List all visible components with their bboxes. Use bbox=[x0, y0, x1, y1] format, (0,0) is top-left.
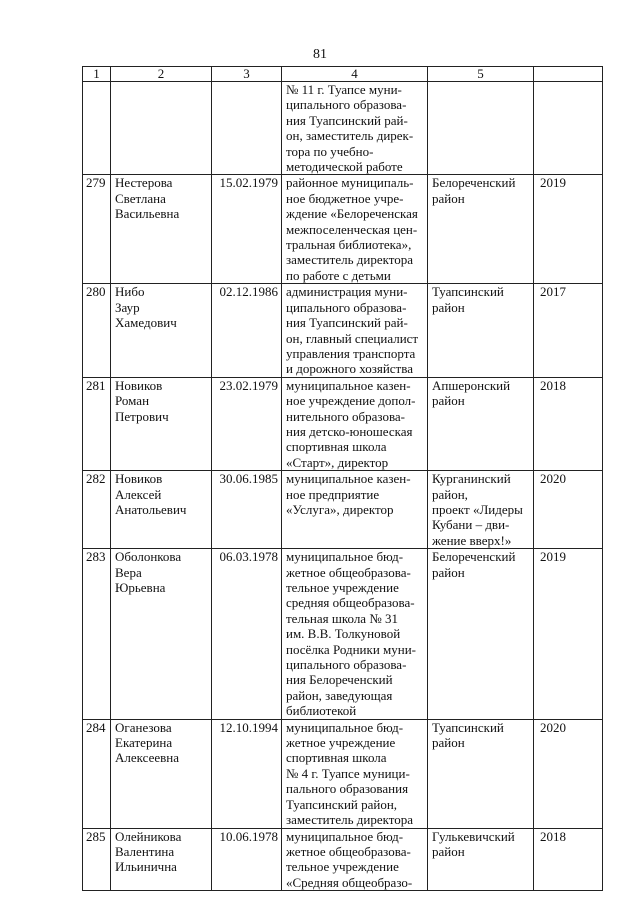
birth-date bbox=[212, 82, 282, 175]
region bbox=[428, 82, 534, 175]
position: районное муниципаль- ное бюджетное учре- ждение «Белореченская межпоселенческая цен- тральная библиотека», заместитель директора по работе с детьми bbox=[282, 175, 428, 284]
position: муниципальное казен- ное предприятие «Услуга», директор bbox=[282, 471, 428, 549]
row-number: 281 bbox=[83, 377, 111, 470]
table-row bbox=[83, 175, 603, 284]
person-name: Олейникова Валентина Ильинична bbox=[111, 828, 212, 891]
row-number: 280 bbox=[83, 284, 111, 377]
region: Курганинский район, проект «Лидеры Кубани – дви- жение вверх!» bbox=[428, 471, 534, 549]
person-name: Оболонкова Вера Юрьевна bbox=[111, 549, 212, 719]
position: муниципальное бюд- жетное общеобразова- тельное учреждение «Средняя общеобразо- bbox=[282, 828, 428, 891]
birth-date: 30.06.1985 bbox=[212, 471, 282, 549]
person-name: Нибо Заур Хамедович bbox=[111, 284, 212, 377]
region: Туапсинский район bbox=[428, 284, 534, 377]
column-header: 4 bbox=[282, 67, 428, 82]
year: 2018 bbox=[534, 377, 603, 470]
header-row bbox=[83, 67, 603, 82]
table-row bbox=[83, 284, 603, 377]
region: Апшеронский район bbox=[428, 377, 534, 470]
year: 2017 bbox=[534, 284, 603, 377]
birth-date: 15.02.1979 bbox=[212, 175, 282, 284]
person-name bbox=[111, 82, 212, 175]
year: 2020 bbox=[534, 471, 603, 549]
row-number bbox=[83, 82, 111, 175]
position: муниципальное бюд- жетное общеобразова- тельное учреждение средняя общеобразова- тельная школа № 31 им. В.В. Толкуновой посёлка Родники муни- ципального образова- ния Белореченский район, заведующая библиотекой bbox=[282, 549, 428, 719]
birth-date: 12.10.1994 bbox=[212, 719, 282, 828]
region: Туапсинский район bbox=[428, 719, 534, 828]
position: муниципальное казен- ное учреждение допол- нительного образова- ния детско-юношеская спортивная школа «Старт», директор bbox=[282, 377, 428, 470]
row-number: 283 bbox=[83, 549, 111, 719]
region: Белореченский район bbox=[428, 175, 534, 284]
table-row bbox=[83, 549, 603, 719]
column-header: 2 bbox=[111, 67, 212, 82]
region: Белореченский район bbox=[428, 549, 534, 719]
region: Гулькевичский район bbox=[428, 828, 534, 891]
page-number: 81 bbox=[313, 47, 327, 62]
position: администрация муни- ципального образова- ния Туапсинский рай- он, главный специалист управления транспорта и дорожного хозяйства bbox=[282, 284, 428, 377]
person-name: Новиков Роман Петрович bbox=[111, 377, 212, 470]
year bbox=[534, 82, 603, 175]
position: № 11 г. Туапсе муни- ципального образова- ния Туапсинский рай- он, заместитель дирек- тора по учебно- методической работе bbox=[282, 82, 428, 175]
year: 2019 bbox=[534, 549, 603, 719]
table-row bbox=[83, 719, 603, 828]
year: 2020 bbox=[534, 719, 603, 828]
column-header: 3 bbox=[212, 67, 282, 82]
person-name: Новиков Алексей Анатольевич bbox=[111, 471, 212, 549]
table-row bbox=[83, 377, 603, 470]
birth-date: 23.02.1979 bbox=[212, 377, 282, 470]
year: 2019 bbox=[534, 175, 603, 284]
person-name: Нестерова Светлана Васильевна bbox=[111, 175, 212, 284]
column-header: 1 bbox=[83, 67, 111, 82]
year: 2018 bbox=[534, 828, 603, 891]
row-number: 284 bbox=[83, 719, 111, 828]
table-row bbox=[83, 471, 603, 549]
row-number: 279 bbox=[83, 175, 111, 284]
person-name: Оганезова Екатерина Алексеевна bbox=[111, 719, 212, 828]
birth-date: 06.03.1978 bbox=[212, 549, 282, 719]
position: муниципальное бюд- жетное учреждение спортивная школа № 4 г. Туапсе муници- пального образования Туапсинский район, заместитель директора bbox=[282, 719, 428, 828]
birth-date: 02.12.1986 bbox=[212, 284, 282, 377]
table-row bbox=[83, 828, 603, 891]
row-number: 285 bbox=[83, 828, 111, 891]
row-number: 282 bbox=[83, 471, 111, 549]
birth-date: 10.06.1978 bbox=[212, 828, 282, 891]
column-header: 5 bbox=[428, 67, 534, 82]
table-row bbox=[83, 82, 603, 175]
personnel-table bbox=[82, 66, 603, 891]
column-header bbox=[534, 67, 603, 82]
